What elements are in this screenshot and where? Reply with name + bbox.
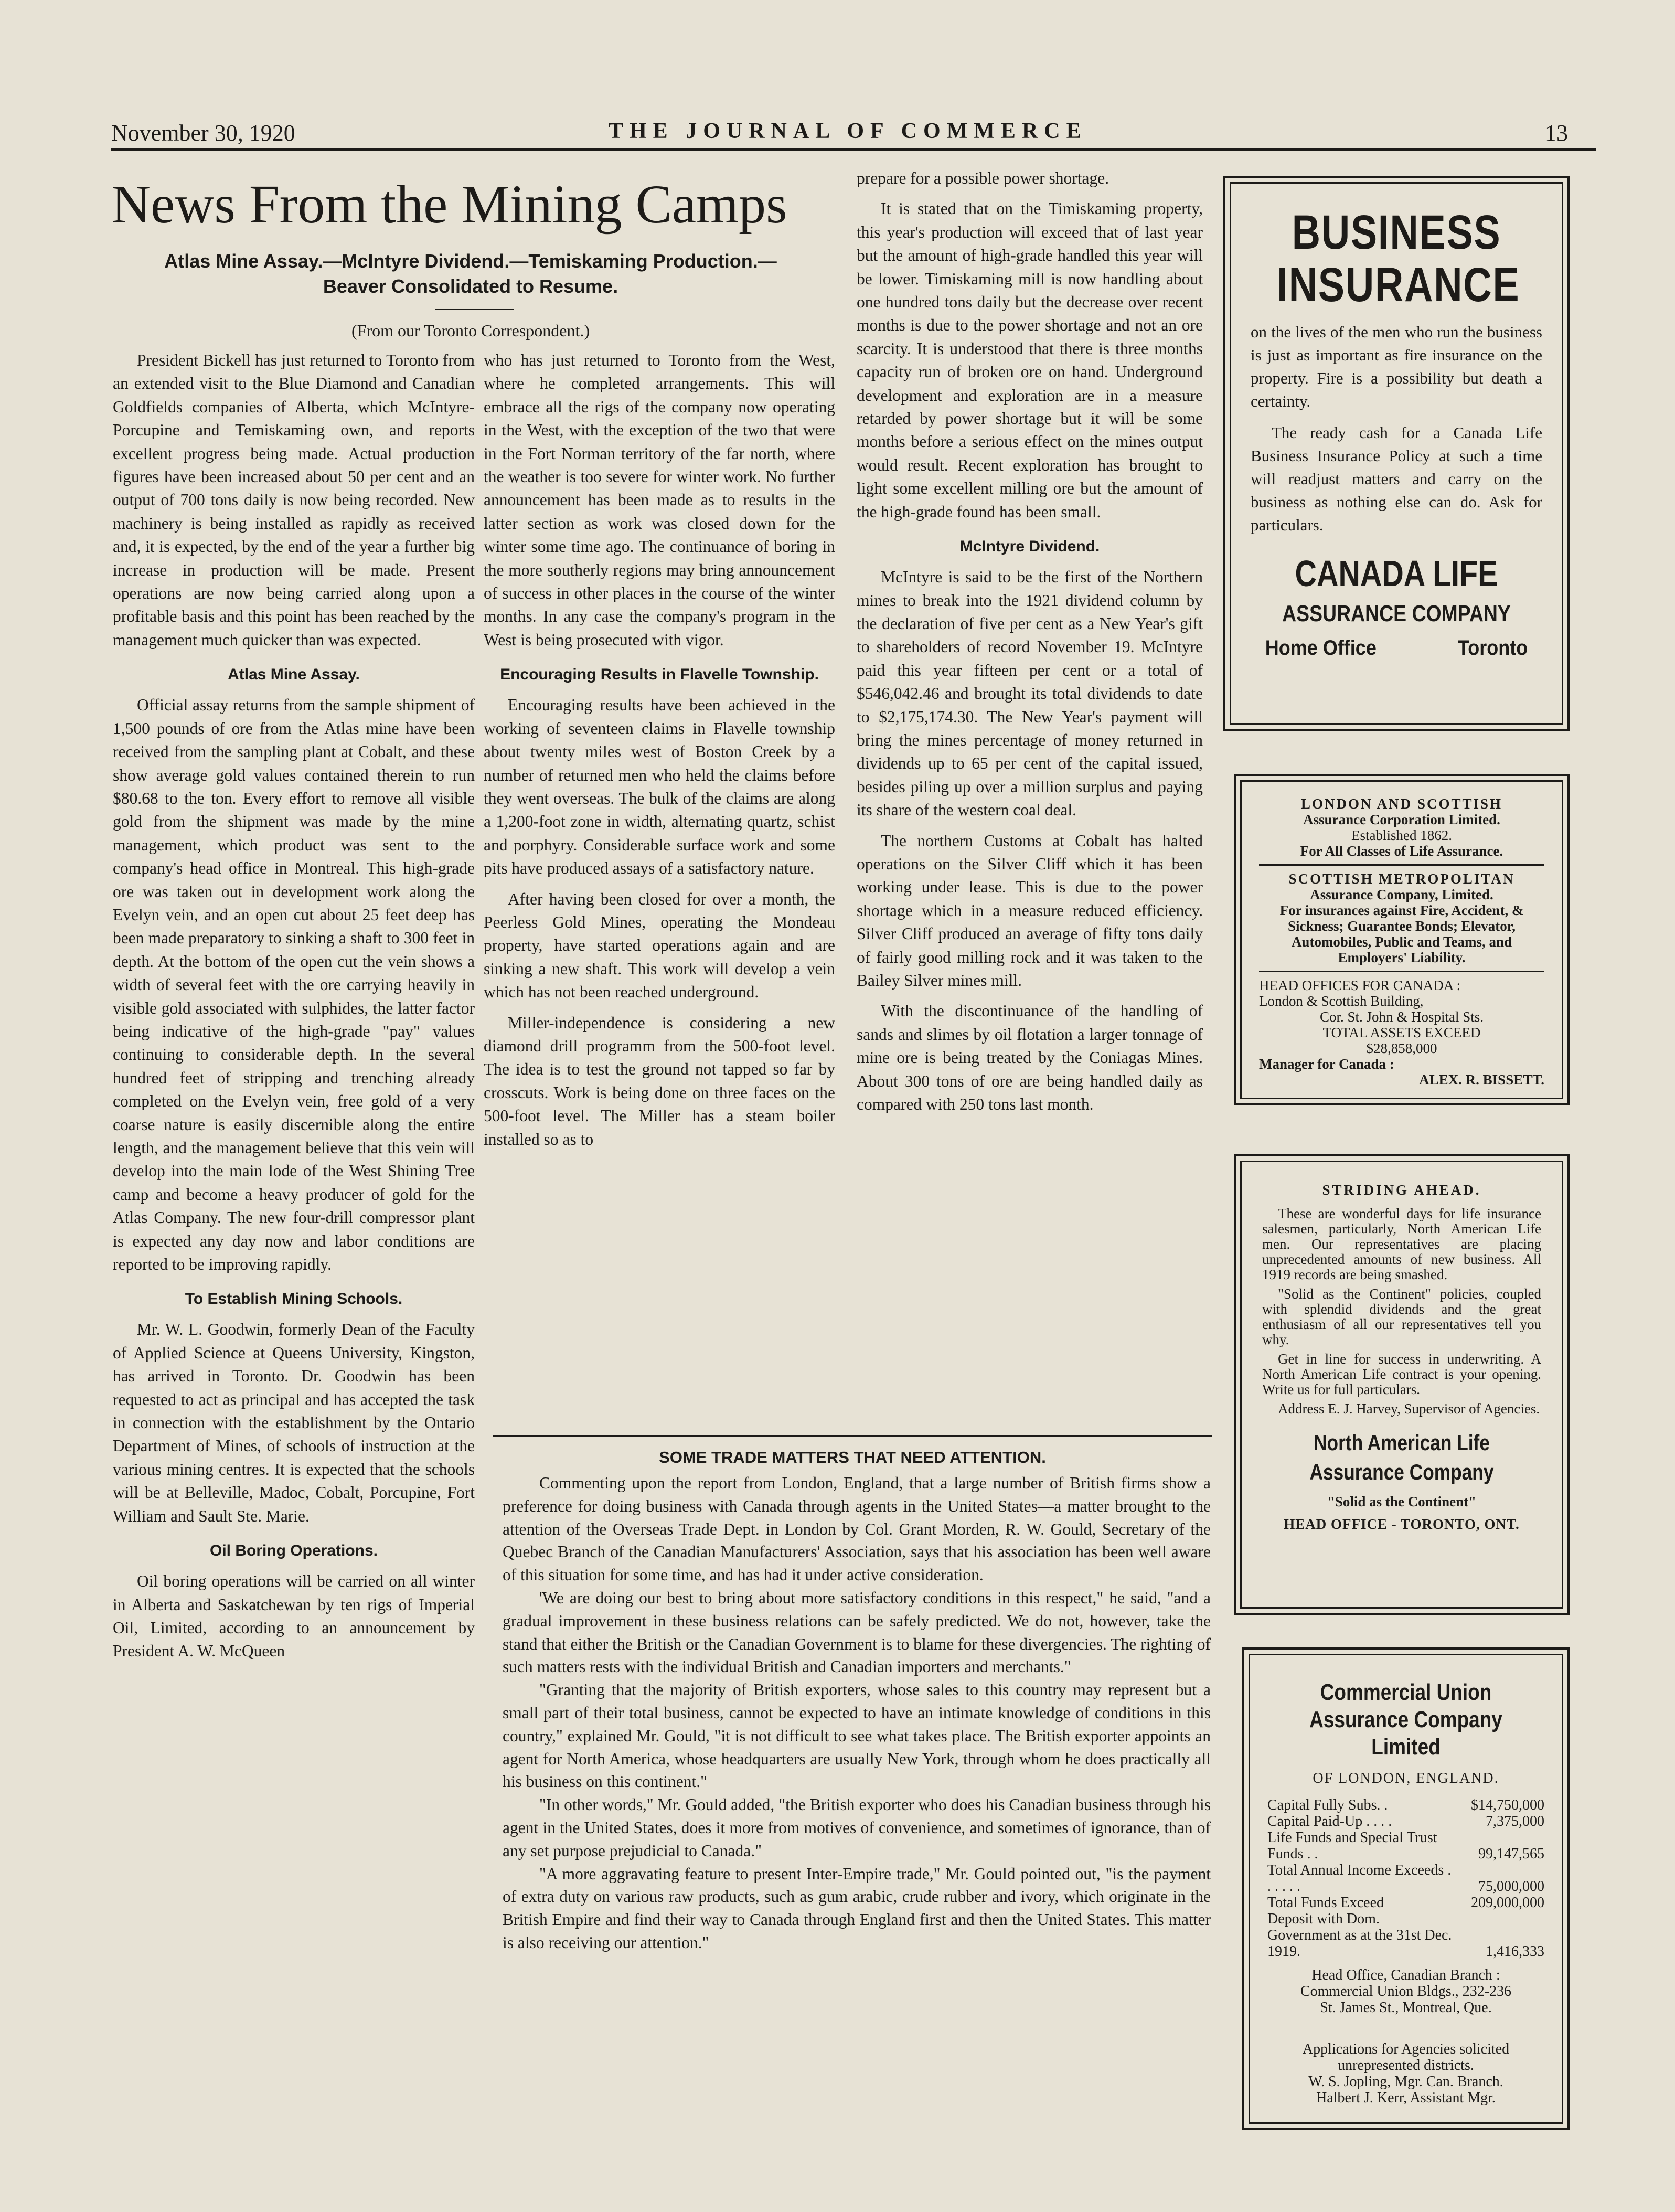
financial-value: 7,375,000 <box>1486 1813 1544 1830</box>
ad-heading: BUSINESS <box>1292 206 1501 259</box>
financial-row <box>1267 1862 1544 1895</box>
financial-row <box>1267 1895 1544 1911</box>
subheading-oil-boring: Oil Boring Operations. <box>209 1542 378 1560</box>
financial-label: Total Funds Exceed <box>1267 1895 1384 1911</box>
ad-office-label: Home Office <box>1265 636 1377 660</box>
ad-heading: INSURANCE <box>1277 258 1520 312</box>
paragraph: McIntyre is said to be the first of the Northern mines to break into the 1921 dividend column by the declaration of five per cent as a New Year's gift to shareholders of record November 19. McIntyre paid this year fifteen per cent or a total of $546,042.46 and brought its total dividends to date to $2,175,174.30. The New Year's payment will bring the mines percentage of money returned in dividends up to 65 per cent of the capital issued, besides piling up over a million surplus and paying its share of the western coal deal. <box>857 568 1203 820</box>
ad-north-american-life <box>1234 1154 1570 1615</box>
ad-agents: W. S. Jopling, Mgr. Can. Branch. <box>1308 2073 1503 2090</box>
ad-line: ALEX. R. BISSETT. <box>1419 1072 1544 1088</box>
ad-commercial-union <box>1242 1647 1570 2130</box>
byline: (From our Toronto Correspondent.) <box>351 321 590 340</box>
financial-value: $14,750,000 <box>1471 1797 1544 1813</box>
financial-row <box>1267 1911 1544 1960</box>
ad-line: Established 1862. <box>1351 827 1452 843</box>
ad-motto: "Solid as the Continent" <box>1327 1494 1477 1509</box>
subheading-mining-schools: To Establish Mining Schools. <box>185 1290 403 1308</box>
ad-canada-life <box>1223 176 1570 731</box>
trade-title: SOME TRADE MATTERS THAT NEED ATTENTION. <box>659 1448 1046 1466</box>
ad-line: Manager for Canada : <box>1259 1056 1394 1072</box>
deck-rule <box>435 309 514 310</box>
article-deck-line-2: Beaver Consolidated to Resume. <box>323 275 618 297</box>
ad-line: Cor. St. John & Hospital Sts. <box>1319 1009 1484 1025</box>
header-rule <box>111 148 1596 151</box>
ad-office: Commercial Union Bldgs., 232-236 <box>1300 1983 1512 2000</box>
subheading-atlas: Atlas Mine Assay. <box>228 666 360 684</box>
paragraph: Encouraging results have been achieved in the working of seventeen claims in Flavelle township about twenty miles west of Boston Creek by a number of returned men who held the claims before they went overseas. The bulk of the claims are along a 1,200-foot zone in width, alternating quartz, schist and porphyry. Considerable surface work and some pits have produced assays of a satisfactory nature. <box>484 696 835 878</box>
paragraph: Official assay returns from the sample shipment of 1,500 pounds of ore from the Atlas mine have been received from the sampling plant at Cobalt, and these show average gold values contained therein to run $80.68 to the ton. Every effort to remove all visible gold from the shipment was made by the mine management, which product was sent to the company's head office in Montreal. This high-grade ore was taken out in development work along the Evelyn vein, and an open cut about 25 feet deep has been made preparatory to sinking a shaft to 300 feet in depth. At the bottom of the open cut the vein shows a width of several feet with the ore carrying heavily in visible gold associated with sulphides, the latter factor being indicative of the high-grade "pay" values continuing to considerable depth. In the several hundred feet of stripping and trenching already completed on the Evelyn vein, free gold of a very coarse nature is easily discernible along the entire length, and the management believe that this vein will develop into the main lode of the West Shining Tree camp and become a heavy producer of gold for the Atlas Company. The new four-drill compressor plant is expected any day now and labor conditions are reported to be improving rapidly. <box>113 696 475 1274</box>
ad-line: $28,858,000 <box>1366 1040 1437 1056</box>
ad-line: HEAD OFFICES FOR CANADA : <box>1259 977 1461 993</box>
article-title: News From the Mining Camps <box>111 174 787 235</box>
financial-label: Total Annual Income Exceeds . . . . . . <box>1267 1862 1452 1895</box>
ad-text: The ready cash for a Canada Life Business Insurance Policy at such a time will readjust matters and carry on the business as nothing else can do. Ask for particulars. <box>1251 423 1542 534</box>
paragraph: prepare for a possible power shortage. <box>857 169 1109 187</box>
ad-line: Assurance Company, Limited. <box>1310 887 1493 902</box>
article-column-2 <box>484 349 835 1151</box>
ad-company-sub: ASSURANCE COMPANY <box>1282 601 1511 626</box>
ad-office: Head Office, Canadian Branch : <box>1311 1967 1500 1983</box>
ad-text: Address E. J. Harvey, Supervisor of Agencies. <box>1278 1401 1540 1417</box>
ad-company: Commercial Union Assurance Company Limited <box>1309 1679 1502 1760</box>
ad-text: "Solid as the Continent" policies, coupled with splendid dividends and the great enthusiasm of all our representatives tell you why. <box>1262 1286 1541 1347</box>
ad-text: Get in line for success in underwriting. A North American Life contract is your opening. Write us for full particulars. <box>1262 1351 1541 1397</box>
ad-line: TOTAL ASSETS EXCEED <box>1322 1025 1481 1040</box>
financial-row <box>1267 1797 1544 1813</box>
ad-line: SCOTTISH METROPOLITAN <box>1288 871 1515 887</box>
paragraph: President Bickell has just returned to Toronto from an extended visit to the Blue Diamond and Canadian Goldfields companies of Alberta, which McIntyre-Porcupine and Temiskaming own, and reports excellent progress being made. Actual production figures have been increased about 50 per cent and an output of 700 tons daily is now being recorded. New machinery is being installed as rapidly as received and, it is expected, by the end of the year a further big increase in production will be made. Present operations are now being carried along upon a profitable basis and this point has been reached by the management much quicker than was expected. <box>113 351 475 649</box>
financial-label: Deposit with Dom. Government as at the 31st Dec. 1919. <box>1267 1911 1452 1960</box>
financial-label: Capital Paid-Up . . . . <box>1267 1813 1392 1830</box>
article-deck <box>111 249 830 299</box>
financial-value: 75,000,000 <box>1478 1878 1544 1895</box>
ad-text: on the lives of the men who run the business is just as important as fire insurance on the property. Fire is a possibility but death a certainty. <box>1251 323 1542 410</box>
section-rule <box>493 1435 1212 1437</box>
financial-value: 209,000,000 <box>1471 1895 1544 1911</box>
ad-financials <box>1267 1797 1544 1960</box>
article-deck-line-1: Atlas Mine Assay.—McIntyre Dividend.—Temiskaming Production.— <box>164 250 777 272</box>
paragraph: "In other words," Mr. Gould added, "the British exporter who does his Canadian business through his agent in the United States, does it more from motives of convenience, and sometimes of ignorance, than of any set purpose prejudicial to Canada." <box>503 1795 1211 1860</box>
ad-rule <box>1259 864 1544 866</box>
financial-value: 1,416,333 <box>1486 1943 1544 1960</box>
paragraph: It is stated that on the Timiskaming property, this year's production will exceed that of last year but the amount of high-grade handled this year will be lower. Timiskaming mill is now handling about one hundred tons daily but the decrease over recent months is due to the power shortage and not an ore scarcity. It is understood that there is three months capacity run of broken ore on hand. Underground development and exploration are in a measure retarded by power shortage but it will be some months before a serious effect on the mines output would result. Recent exploration has brought to light some excellent milling ore but the amount of the high-grade found has been small. <box>857 199 1203 521</box>
ad-line: London & Scottish Building, <box>1259 993 1424 1009</box>
paragraph: Mr. W. L. Goodwin, formerly Dean of the Faculty of Applied Science at Queens University, Kingston, has arrived in Toronto. Dr. Goodwin has been requested to act as principal and has accepted the task in connection with the establishment by the Ontario Department of Mines, of schools of instruction at the various mining centres. It is expected that the schools will be at Belleville, Madoc, Cobalt, Porcupine, Fort William and Sault Ste. Marie. <box>113 1320 475 1525</box>
financial-label: Capital Fully Subs. . <box>1267 1797 1388 1813</box>
financial-row <box>1267 1830 1544 1862</box>
issue-date: November 30, 1920 <box>111 120 295 146</box>
ad-company: North American Life Assurance Company <box>1309 1430 1494 1484</box>
ad-office-city: Toronto <box>1457 636 1528 660</box>
paragraph: 'We are doing our best to bring about more satisfactory conditions in this respect," he said, "and a gradual improvement in these business relations can be safely predicted. We do not, however, take the stand that either the British or the Canadian Government is to blame for these divergencies. The righting of such matters rests with the individual British and Canadian importers and merchants." <box>503 1588 1211 1676</box>
paragraph: After having been closed for over a month, the Peerless Gold Mines, operating the Mondeau property, have started operations again and are sinking a new shaft. This work will develop a vein which has not been reached underground. <box>484 889 835 1002</box>
ad-line: LONDON AND SCOTTISH <box>1300 796 1503 812</box>
ad-line: Assurance Corporation Limited. <box>1303 812 1500 827</box>
page-number: 13 <box>1545 120 1568 146</box>
article-column-3 <box>857 167 1203 1116</box>
trade-article <box>503 1472 1211 1954</box>
ad-agents: Applications for Agencies solicited unrepresented districts. <box>1302 2041 1510 2073</box>
ad-company: CANADA LIFE <box>1295 553 1498 594</box>
paragraph: Commenting upon the report from London, England, that a large number of British firms show a preference for doing business with Canada through agents in the United States—a matter brought to the attention of the Overseas Trade Dept. in London by Col. Grant Morden, R. W. Gould, Secretary of the Quebec Branch of the Canadian Manufacturers' Association, says that his association has been well aware of this situation for some time, and has had it under active consideration. <box>503 1474 1211 1584</box>
ad-heading: STRIDING AHEAD. <box>1322 1182 1481 1198</box>
ad-location: OF LONDON, ENGLAND. <box>1313 1770 1499 1786</box>
paragraph: "Granting that the majority of British exporters, whose sales to this country may represent but a small part of their total business, cannot be expected to have an intimate knowledge of conditions in this country," explained Mr. Gould, "it is not difficult to see what takes place. The British exporter appoints an agent for North America, whose headquarters are usually New York, through whom he does practically all his business on this continent." <box>503 1681 1211 1791</box>
paragraph: who has just returned to Toronto from the West, where he completed arrangements. This will embrace all the rigs of the company now operating in the West, with the exception of the two that were in the Fort Norman territory of the far north, where the weather is too severe for winter work. No further announcement has been made as to results in the latter section as work was closed down for the winter some time ago. The continuance of boring in the more southerly regions may bring announcement of success in other places in the course of the winter months. In any case the company's program in the West is being prosecuted with vigor. <box>484 351 835 649</box>
ad-agents: Halbert J. Kerr, Assistant Mgr. <box>1316 2090 1496 2106</box>
subheading-mcintyre: McIntyre Dividend. <box>959 538 1100 556</box>
financial-label: Life Funds and Special Trust Funds . . <box>1267 1830 1437 1862</box>
financial-row <box>1267 1813 1544 1830</box>
paragraph: With the discontinuance of the handling of sands and slimes by oil flotation a larger tonnage of mine ore is being treated by the Coniagas Mines. About 300 tons of ore are being handled daily as compared with 250 tons last month. <box>857 1002 1203 1114</box>
ad-rule <box>1259 971 1544 972</box>
ad-line: For insurances against Fire, Accident, & Sickness; Guarantee Bonds; Elevator, Automobiles, Public and Teams, and Employers' Liability. <box>1279 902 1524 965</box>
paragraph: "A more aggravating feature to present Inter-Empire trade," Mr. Gould pointed out, "is the payment of extra duty on various raw products, such as gum arabic, crude rubber and ivory, which originate in the British Empire and find their way to Canada through England first and then the United States. This matter is also receiving our attention." <box>503 1864 1211 1952</box>
masthead-title: THE JOURNAL OF COMMERCE <box>609 119 1087 143</box>
paragraph: The northern Customs at Cobalt has halted operations on the Silver Cliff which it has been working under lease. This is due to the power shortage which in a measure reduced efficiency. Silver Cliff produced an average of fifty tons daily of fairly good milling rock and it was taken to the Bailey Silver mines mill. <box>857 831 1203 990</box>
ad-head-office: HEAD OFFICE - TORONTO, ONT. <box>1284 1516 1520 1532</box>
article-column-1 <box>113 349 475 1663</box>
ad-london-scottish <box>1234 774 1570 1105</box>
ad-office: St. James St., Montreal, Que. <box>1320 2000 1492 2016</box>
financial-value: 99,147,565 <box>1478 1846 1544 1862</box>
paragraph: Oil boring operations will be carried on all winter in Alberta and Saskatchewan by ten rigs of Imperial Oil, Limited, according to an announcement by President A. W. McQueen <box>113 1572 475 1661</box>
ad-line: For All Classes of Life Assurance. <box>1300 843 1503 859</box>
paragraph: Miller-independence is considering a new diamond drill programm from the 500-foot level. The idea is to test the ground not tapped so far by crosscuts. Work is being done on three faces on the 500-foot level. The Miller has a steam boiler installed so as to <box>484 1013 835 1148</box>
ad-text: These are wonderful days for life insurance salesmen, particularly, North American Life men. Our representatives are placing unprecedented amounts of new business. All 1919 records are being smashed. <box>1262 1206 1541 1282</box>
subheading-flavelle: Encouraging Results in Flavelle Township. <box>500 666 819 684</box>
